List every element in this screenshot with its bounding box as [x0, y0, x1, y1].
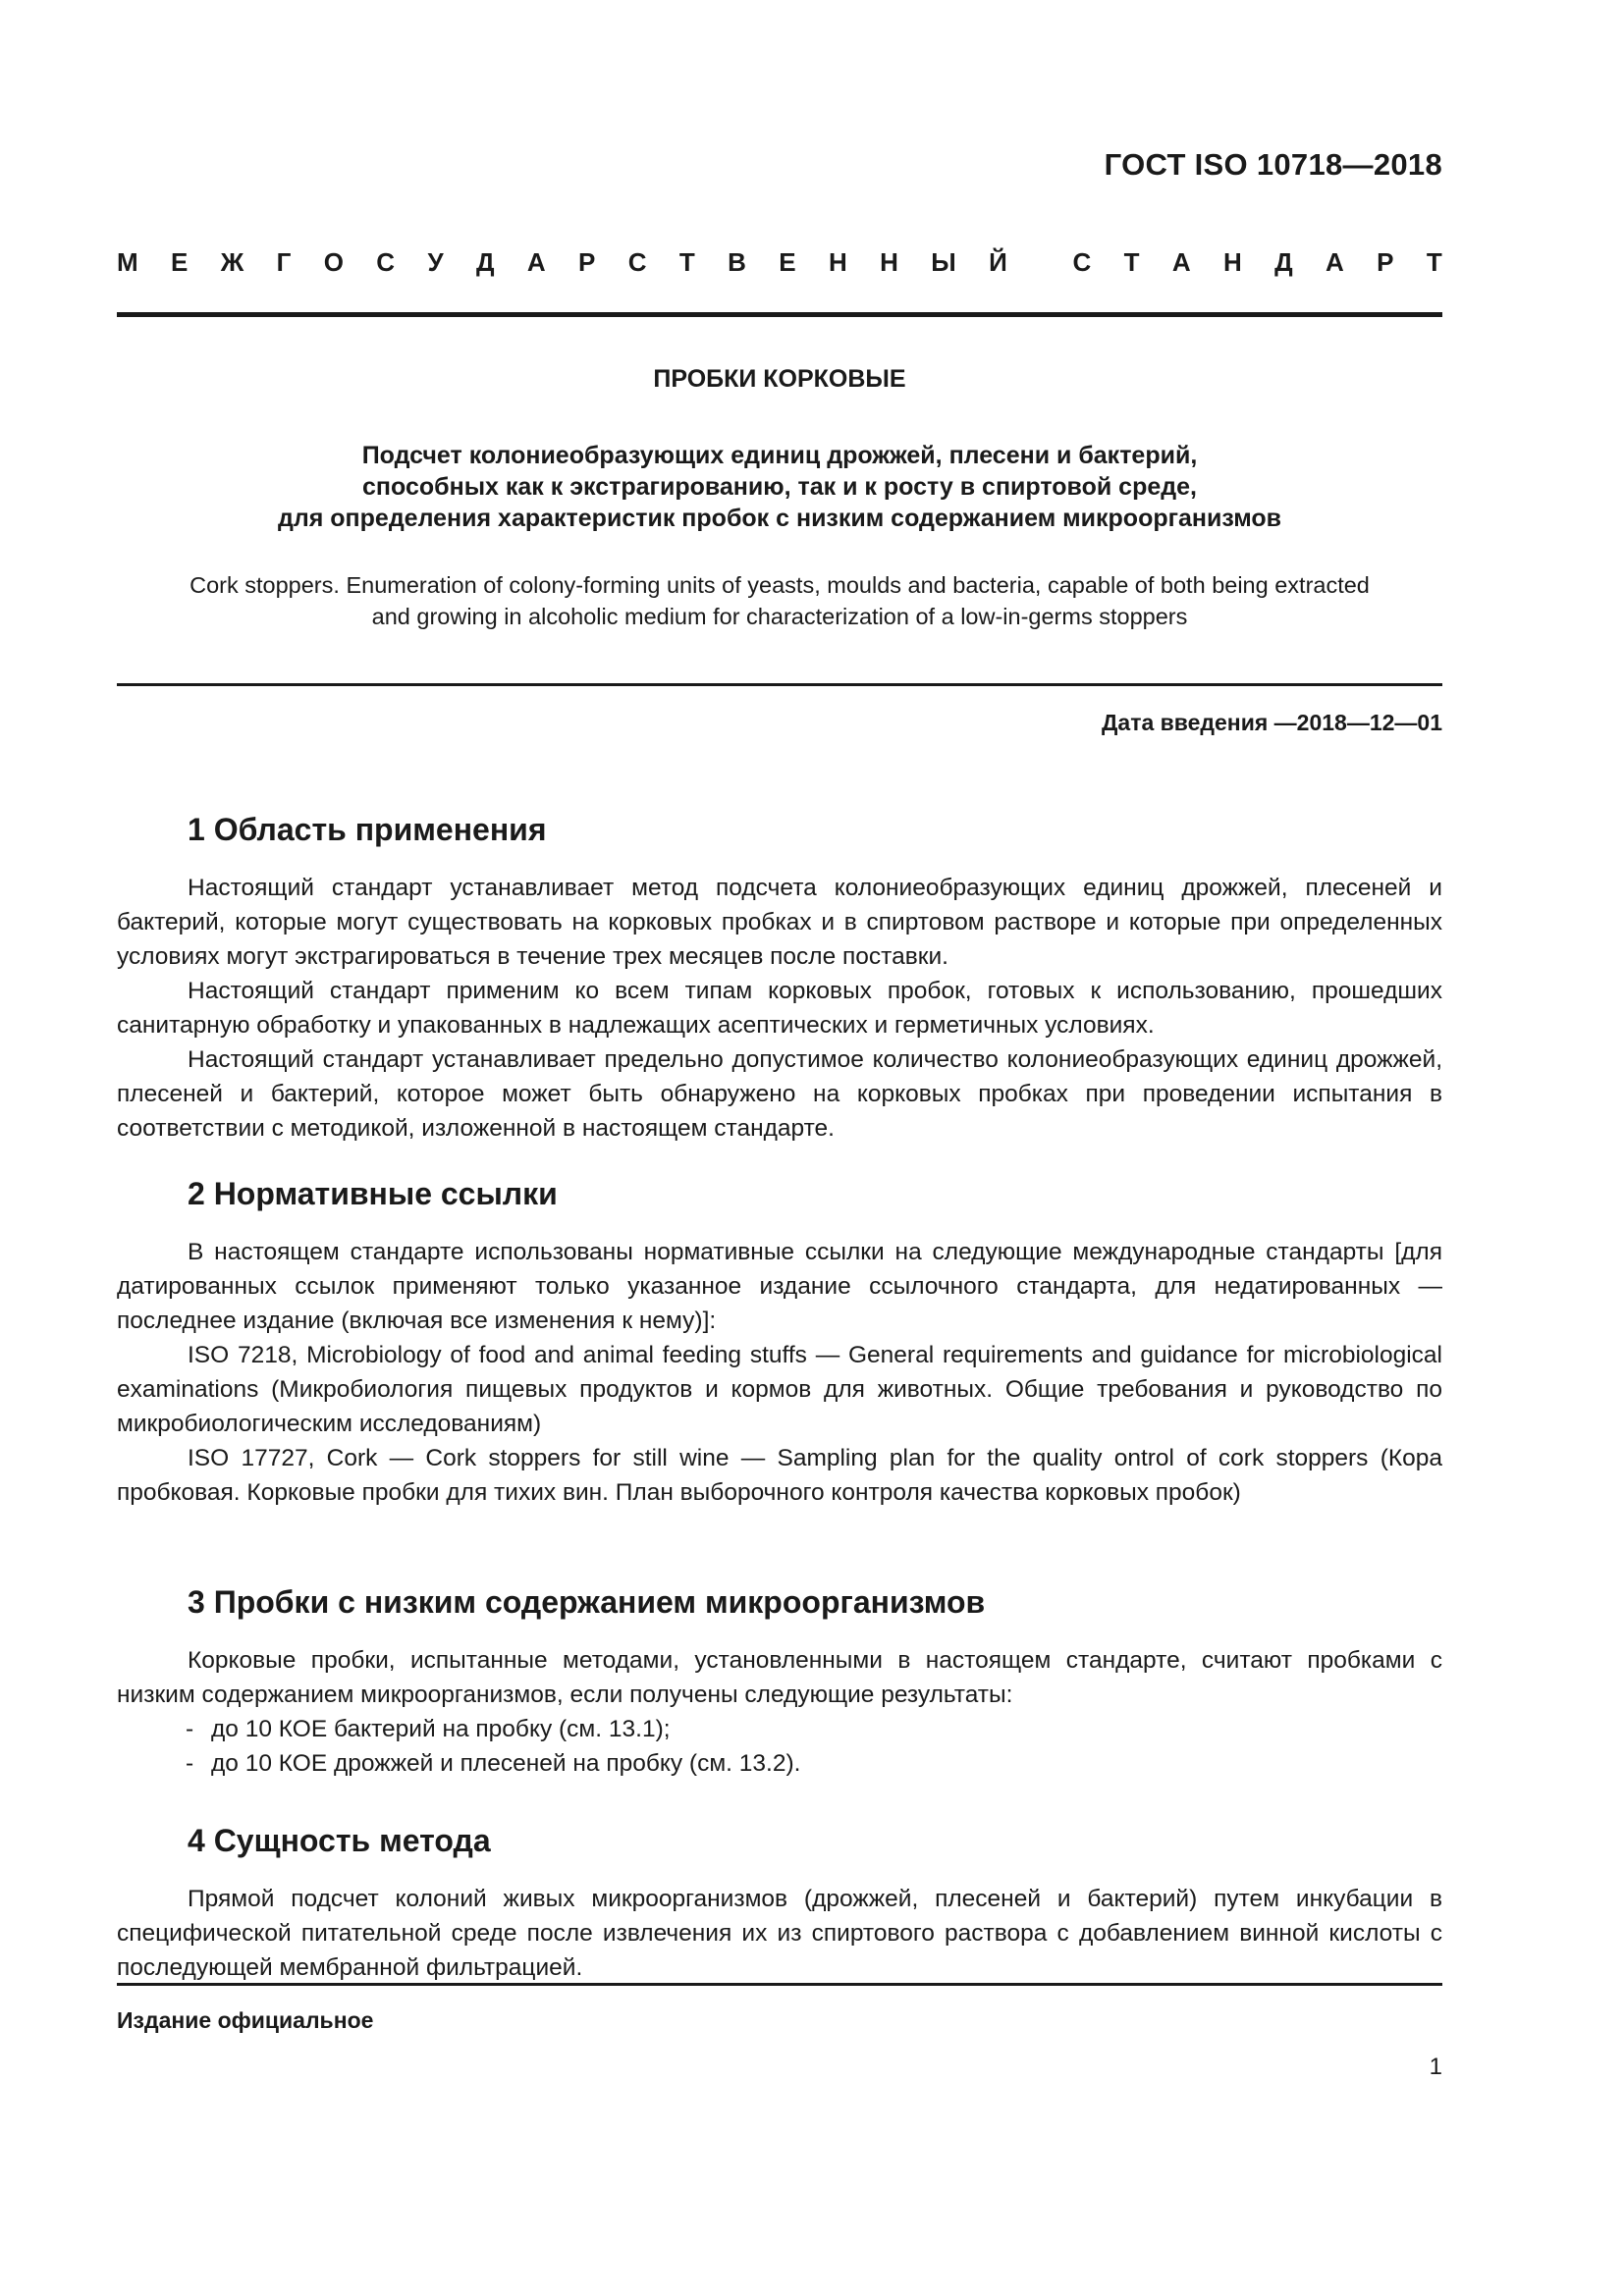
paragraph: ISO 7218, Microbiology of food and animal feeding stuffs — General requirements and guidance for microbiological examinations (Микробиология пищевых продуктов и кормов для животных. Общие требования и руководство по микробиологическим исследованиям): [117, 1342, 1442, 1437]
letter: А: [1171, 247, 1191, 277]
letter: Р: [578, 247, 596, 277]
introduction-date: Дата введения —2018—12—01: [1102, 710, 1442, 735]
letter: С: [627, 247, 647, 277]
section-heading: 4 Сущность метода: [188, 1823, 491, 1858]
section-heading: 3 Пробки с низким содержанием микроорганизмов: [188, 1584, 986, 1620]
paragraph: Прямой подсчет колоний живых микроорганизмов (дрожжей, плесеней и бактерий) путем инкубации в специфической питательной среде после извлечения их из спиртового раствора с добавлением винной кислоты с последующей мембранной фильтрацией.: [117, 1886, 1442, 1981]
letter: Д: [1274, 247, 1293, 277]
letter: Р: [1377, 247, 1394, 277]
letter: О: [323, 247, 344, 277]
section-body: [117, 1882, 1442, 1985]
paragraph: Настоящий стандарт устанавливает предельно допустимое количество колониеобразующих единиц дрожжей, плесеней и бактерий, которое может быть обнаружено на корковых пробках при проведении испытания в соответствии с методикой, изложенной в настоящем стандарте.: [117, 1046, 1442, 1142]
english-title-line: Cork stoppers. Enumeration of colony-forming units of yeasts, moulds and bacteria, capable of both being extracted: [189, 572, 1370, 598]
subtitle-line: способных как к экстрагированию, так и к росту в спиртовой среде,: [362, 473, 1197, 501]
title-divider: [117, 683, 1442, 686]
document-code: ГОСТ ISO 10718—2018: [1104, 147, 1442, 182]
letter: А: [1326, 247, 1344, 277]
letter: С: [1072, 247, 1092, 277]
letter: Е: [171, 247, 189, 277]
letter: Е: [779, 247, 796, 277]
paragraph: Корковые пробки, испытанные методами, установленными в настоящем стандарте, считают пробками с низким содержанием микроорганизмов, если получены следующие результаты:: [117, 1647, 1442, 1708]
letter: С: [376, 247, 396, 277]
letter: Т: [1123, 247, 1140, 277]
letter: В: [728, 247, 746, 277]
section-body: [117, 871, 1442, 1146]
letter: Ж: [220, 247, 244, 277]
letter: Т: [678, 247, 695, 277]
letter: Н: [880, 247, 898, 277]
edition-label: Издание официальное: [117, 2007, 374, 2033]
letter: Т: [1426, 247, 1442, 277]
section-body: [117, 1643, 1442, 1781]
document-subtitle: [117, 440, 1442, 534]
letter: Н: [1223, 247, 1242, 277]
letter: Н: [828, 247, 847, 277]
letter: Д: [475, 247, 495, 277]
document-title: ПРОБКИ КОРКОВЫЕ: [653, 365, 906, 393]
subtitle-line: для определения характеристик пробок с низким содержанием микроорганизмов: [277, 505, 1282, 532]
footer-divider: [117, 1983, 1442, 1986]
paragraph: В настоящем стандарте использованы нормативные ссылки на следующие международные стандарты [для датированных ссылок применяют только указанное издание ссылочного стандарта, для недатированных — последнее издание (включая все изменения к нему)]:: [117, 1239, 1442, 1334]
section-heading: 1 Область применения: [188, 812, 547, 847]
letter: Ы: [931, 247, 956, 277]
paragraph: Настоящий стандарт применим ко всем типам корковых пробок, готовых к использованию, прошедших санитарную обработку и упакованных в надлежащих асептических и герметичных условиях.: [117, 978, 1442, 1039]
english-title: [117, 569, 1442, 632]
list-item: - до 10 КОЕ бактерий на пробку (см. 13.1);: [186, 1716, 671, 1742]
letter: А: [526, 247, 546, 277]
paragraph: ISO 17727, Cork — Cork stoppers for still wine — Sampling plan for the quality ontrol of cork stoppers (Кора пробковая. Корковые пробки для тихих вин. План выборочного контроля качества корковых пробок): [117, 1445, 1442, 1506]
paragraph: Настоящий стандарт устанавливает метод подсчета колониеобразующих единиц дрожжей, плесеней и бактерий, которые могут существовать на корковых пробках и в спиртовом растворе и которые при определенных условиях могут экстрагироваться в течение трех месяцев после поставки.: [117, 875, 1442, 970]
list-item: - до 10 КОЕ дрожжей и плесеней на пробку (см. 13.2).: [186, 1750, 801, 1777]
letter: М: [117, 247, 138, 277]
section-heading: 2 Нормативные ссылки: [188, 1176, 558, 1211]
letter: У: [427, 247, 444, 277]
header-divider: [117, 312, 1442, 317]
letter: Й: [989, 247, 1007, 277]
page-number: 1: [1429, 2054, 1442, 2080]
english-title-line: and growing in alcoholic medium for characterization of a low-in-germs stoppers: [371, 604, 1188, 629]
section-body: [117, 1235, 1442, 1510]
letter: Г: [276, 247, 292, 277]
standard-type-heading: [117, 247, 1442, 278]
subtitle-line: Подсчет колониеобразующих единиц дрожжей, плесени и бактерий,: [361, 442, 1198, 469]
